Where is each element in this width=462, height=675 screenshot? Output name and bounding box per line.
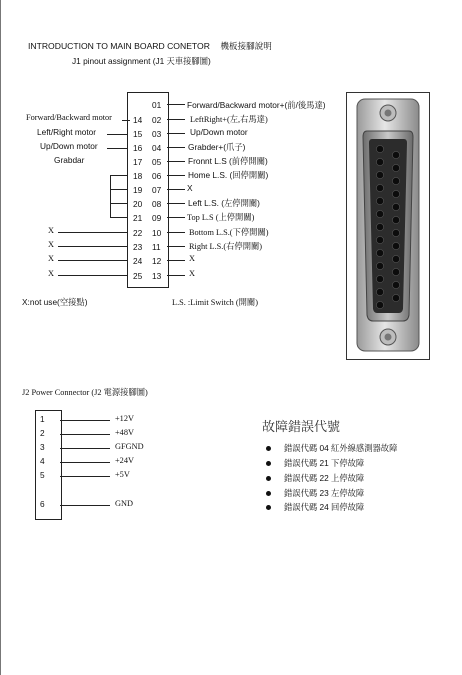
pin-17: 17 [133, 157, 143, 167]
error-item-2: 錯誤代碼 21 下停故障 [284, 458, 365, 468]
j1-left-leader-1 [122, 120, 130, 121]
pin-01: 01 [152, 100, 162, 110]
connector-photo-frame [346, 92, 430, 360]
pin-08: 08 [152, 199, 162, 209]
j2-pin-6: 6 [40, 499, 45, 509]
j2-leader-3 [60, 448, 110, 449]
j1-bracket-20 [110, 203, 127, 204]
error-item-1: 錯誤代碼 04 紅外線感測器故障 [284, 443, 398, 453]
page-left-edge [0, 0, 1, 675]
pin-18: 18 [133, 171, 143, 181]
j2-leader-1 [60, 420, 110, 421]
pin-10: 10 [152, 228, 162, 238]
j1-x-leader-24 [58, 260, 127, 261]
j1-right-label-05: Fronnt L.S (前停開關) [188, 156, 268, 166]
j1-right-leader-13 [167, 275, 185, 276]
j1-right-label-04: Grabder+(爪子) [188, 142, 246, 152]
j2-pin-2: 2 [40, 428, 45, 438]
j1-right-label-12: X [189, 254, 195, 263]
j1-right-label-06: Home L.S. (回停開關) [188, 170, 269, 180]
j1-bracket-21 [110, 217, 127, 218]
j1-right-leader-07 [167, 189, 185, 190]
pin-21: 21 [133, 213, 143, 223]
j1-right-leader-03 [167, 133, 185, 134]
title-en: INTRODUCTION TO MAIN BOARD CONETOR [28, 41, 210, 51]
j1-subtitle: J1 pinout assignment (J1 天車接腳圖) [72, 56, 211, 66]
j1-right-label-07: X [187, 183, 193, 193]
j2-pin-1: 1 [40, 414, 45, 424]
error-item-5: 錯誤代碼 24 回停故障 [284, 502, 365, 512]
j1-right-label-10: Bottom L.S.(下停開關) [189, 228, 269, 237]
j2-pin-3: 3 [40, 442, 45, 452]
j1-right-label-02: LeftRight+(左,右馬達) [190, 115, 268, 124]
j1-x-leader-22 [58, 232, 127, 233]
pin-23: 23 [133, 242, 143, 252]
j1-bracket-18 [110, 175, 127, 176]
j1-right-leader-09 [167, 217, 185, 218]
j1-right-label-11: Right L.S.(右停開關) [189, 242, 263, 251]
j1-bracket-vertical [110, 175, 111, 217]
pin-07: 07 [152, 185, 162, 195]
bullet-icon [266, 505, 271, 510]
j2-label-4: +24V [115, 456, 134, 465]
j2-leader-6 [60, 505, 110, 506]
pin-02: 02 [152, 115, 162, 125]
j2-pin-4: 4 [40, 456, 45, 466]
pin-13: 13 [152, 271, 162, 281]
pin-16: 16 [133, 143, 143, 153]
j1-right-leader-10 [167, 232, 185, 233]
error-codes-title: 故障錯誤代號 [262, 419, 341, 434]
j2-label-2: +48V [115, 428, 134, 437]
j1-left-label-3: Up/Down motor [40, 141, 98, 151]
j1-right-leader-08 [167, 203, 185, 204]
j2-leader-5 [60, 476, 110, 477]
j1-left-leader-3 [107, 148, 127, 149]
j1-right-leader-12 [167, 260, 185, 261]
j1-right-leader-02 [167, 119, 185, 120]
j2-leader-4 [60, 462, 110, 463]
j1-x-23: X [48, 240, 54, 249]
pin-25: 25 [133, 271, 143, 281]
pin-06: 06 [152, 171, 162, 181]
pin-12: 12 [152, 256, 162, 266]
pin-22: 22 [133, 228, 143, 238]
j1-right-label-01: Forward/Backward motor+(前/後馬達) [187, 100, 326, 110]
j1-left-label-4: Grabdar [54, 155, 85, 165]
j1-right-label-13: X [189, 269, 195, 278]
pin-20: 20 [133, 199, 143, 209]
j1-right-label-03: Up/Down motor [190, 127, 248, 137]
error-item-4: 錯誤代碼 23 左停故障 [284, 488, 365, 498]
j1-x-leader-23 [58, 246, 127, 247]
j1-left-label-2: Left/Right motor [37, 127, 97, 137]
j1-right-leader-01 [167, 104, 185, 105]
error-item-3: 錯誤代碼 22 上停故障 [284, 473, 365, 483]
pin-19: 19 [133, 185, 143, 195]
pin-15: 15 [133, 129, 143, 139]
bullet-icon [266, 491, 271, 496]
j1-right-leader-11 [167, 246, 185, 247]
j2-label-5: +5V [115, 470, 130, 479]
pin-04: 04 [152, 143, 162, 153]
pin-24: 24 [133, 256, 143, 266]
j1-right-leader-05 [167, 161, 185, 162]
bullet-icon [266, 476, 271, 481]
pin-11: 11 [152, 242, 161, 252]
j1-x-leader-25 [58, 275, 127, 276]
j1-right-leader-04 [167, 147, 185, 148]
j1-x-25: X [48, 269, 54, 278]
j2-label-6: GND [115, 499, 133, 508]
j2-leader-2 [60, 434, 110, 435]
j1-right-label-08: Left L.S. (左停開關) [188, 198, 260, 208]
page-title [28, 40, 272, 52]
title-cn: 機板接腳說明 [220, 41, 272, 51]
j1-note-limit-switch: L.S. :Limit Switch (開關) [172, 298, 258, 307]
j1-bracket-19 [110, 189, 127, 190]
db25-connector-photo-icon [347, 93, 429, 359]
j1-right-label-09: Top L.S (上停開關) [187, 213, 255, 222]
j1-x-22: X [48, 226, 54, 235]
j2-pin-5: 5 [40, 470, 45, 480]
j2-label-3: GFGND [115, 442, 144, 451]
j1-left-label-1: Forward/Backward motor [26, 113, 112, 122]
j1-left-leader-2 [107, 134, 127, 135]
pin-03: 03 [152, 129, 162, 139]
j1-right-leader-06 [167, 175, 185, 176]
j1-x-24: X [48, 254, 54, 263]
pin-05: 05 [152, 157, 162, 167]
j2-label-1: +12V [115, 414, 134, 423]
j2-title: J2 Power Connector (J2 電源接腳圖) [22, 388, 148, 397]
pin-14: 14 [133, 115, 143, 125]
pin-09: 09 [152, 213, 162, 223]
bullet-icon [266, 446, 271, 451]
bullet-icon [266, 461, 271, 466]
j1-note-not-use: X:not use(空接點) [22, 297, 88, 307]
